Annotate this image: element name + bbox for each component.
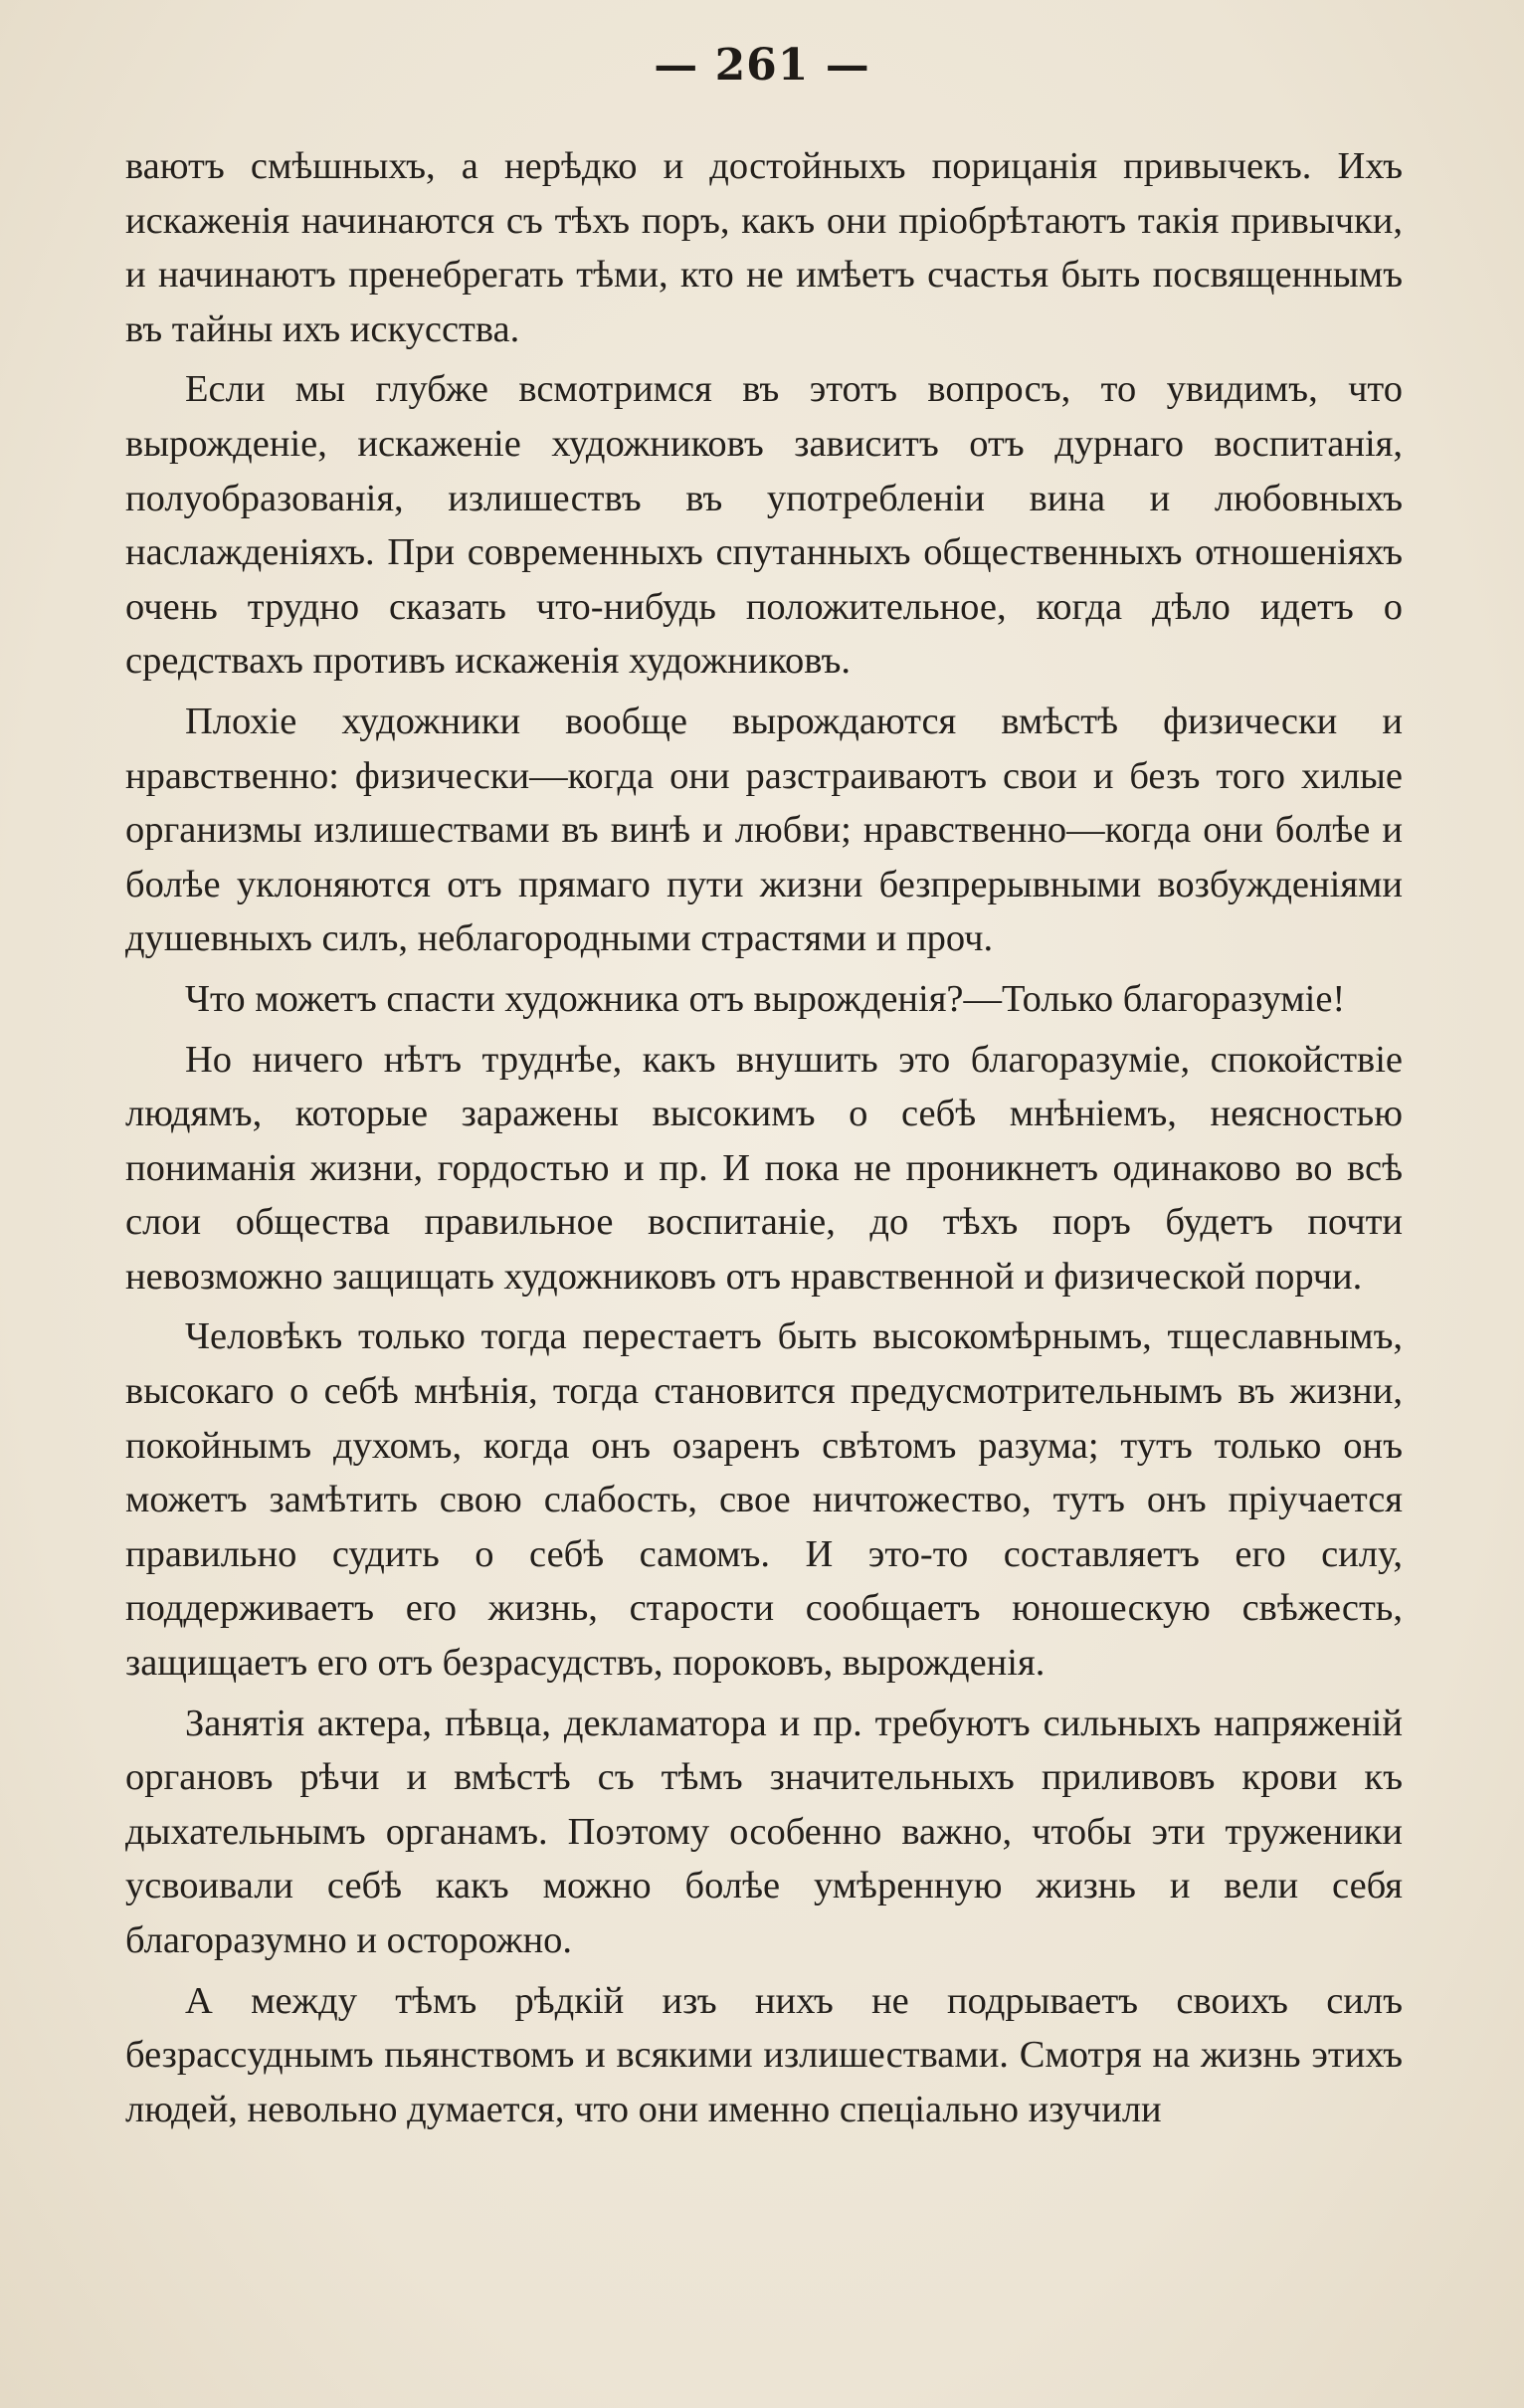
paragraph: Занятія актера, пѣвца, декламатора и пр. требуютъ сильныхъ напряженій органовъ рѣчи и вмѣстѣ съ тѣмъ значительныхъ приливовъ крови къ дыхательнымъ органамъ. Поэтому особенно важно, чтобы эти труженики усвоивали себѣ какъ можно болѣе умѣренную жизнь и вели себя благоразумно и осторожно. bbox=[125, 1702, 1403, 1961]
paragraph: Если мы глубже всмотримся въ этотъ вопросъ, то увидимъ, что вырожденіе, искаженіе художниковъ зависитъ отъ дурнаго воспитанія, полуобразованія, излишествъ въ употребленіи вина и любовныхъ наслажденіяхъ. При современныхъ спутанныхъ общественныхъ отношеніяхъ очень трудно сказать что-нибудь положительное, когда дѣло идетъ о средствахъ противъ искаженія художниковъ. bbox=[125, 368, 1403, 683]
paragraph: ваютъ смѣшныхъ, а нерѣдко и достойныхъ порицанія привычекъ. Ихъ искаженія начинаются съ тѣхъ поръ, какъ они пріобрѣтаютъ такія привычки, и начинаютъ пренебрегать тѣми, кто не имѣетъ счастья быть посвященнымъ въ тайны ихъ искусства. bbox=[125, 145, 1403, 350]
paragraph: Плохіе художники вообще вырождаются вмѣстѣ физически и нравственно: физически—когда они разстраиваютъ свои и безъ того хилые организмы излишествами въ винѣ и любви; нравственно—когда они болѣе и болѣе уклоняются отъ прямаго пути жизни безпрерывными возбужденіями душевныхъ силъ, неблагородными страстями и проч. bbox=[125, 700, 1403, 960]
paragraph: Человѣкъ только тогда перестаетъ быть высокомѣрнымъ, тщеславнымъ, высокаго о себѣ мнѣнія, тогда становится предусмотрительнымъ въ жизни, покойнымъ духомъ, когда онъ озаренъ свѣтомъ разума; тутъ только онъ можетъ замѣтить свою слабость, свое ничтожество, тутъ онъ пріучается правильно судить о себѣ самомъ. И это-то составляетъ его силу, поддерживаетъ его жизнь, старости сообщаетъ юношескую свѣжесть, защищаетъ его отъ безрасудствъ, пороковъ, вырожденія. bbox=[125, 1315, 1403, 1685]
paragraph: Но ничего нѣтъ труднѣе, какъ внушить это благоразуміе, спокойствіе людямъ, которые заражены высокимъ о себѣ мнѣніемъ, неясностью пониманія жизни, гордостью и пр. И пока не проникнетъ одинаково во всѣ слои общества правильное воспитаніе, до тѣхъ поръ будетъ почти невозможно защищать художниковъ отъ нравственной и физической порчи. bbox=[125, 1038, 1403, 1298]
page-number: — 261 — bbox=[654, 40, 870, 91]
paragraph: А между тѣмъ рѣдкій изъ нихъ не подрываетъ своихъ силъ безрасcуднымъ пьянствомъ и всякими излишествами. Смотря на жизнь этихъ людей, невольно думается, что они именно спеціально изучили bbox=[125, 1979, 1403, 2130]
body-text bbox=[125, 139, 1403, 2142]
paragraph: Что можетъ спасти художника отъ вырожденія?—Только благоразуміе! bbox=[185, 977, 1346, 1020]
